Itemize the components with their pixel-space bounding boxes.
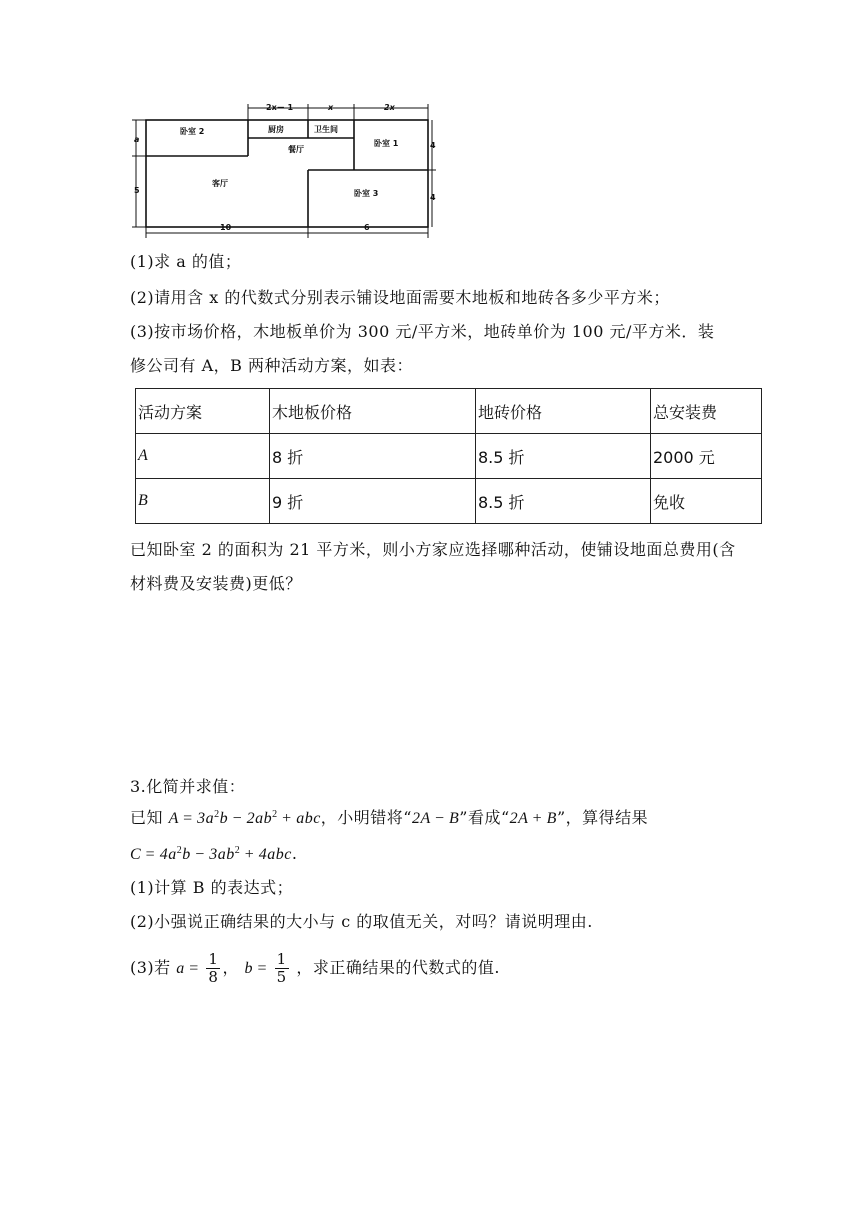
question-3-line1: (3)按市场价格，木地板单价为 300 元/平方米，地砖单价为 100 元/平方米．装 xyxy=(130,322,715,341)
dim-top-bath: x xyxy=(328,103,334,112)
dim-left-bottom: 5 xyxy=(134,186,140,195)
formula-c: $C = 4a^2b - 3ab^2 + 4abc$. xyxy=(130,844,298,863)
fraction-a-den: 8 xyxy=(208,968,219,986)
fraction-b-den: 5 xyxy=(276,968,287,986)
problem3-statement xyxy=(130,808,648,829)
table-header: 地砖价格 xyxy=(476,389,651,434)
part3-prefix: (3)若 xyxy=(130,958,171,977)
table-cell: A xyxy=(136,434,270,479)
room-bedroom2: 卧室 2 xyxy=(180,127,205,136)
table-row xyxy=(136,479,762,524)
fraction-a xyxy=(206,951,220,986)
problem3-mid-text: ，小明错将“ xyxy=(320,808,412,827)
dim-bottom-right: 6 xyxy=(364,223,370,232)
table-cell: B xyxy=(136,479,270,524)
problem3-mid-text2: ”看成“ xyxy=(459,808,510,827)
room-bathroom: 卫生间 xyxy=(314,125,338,134)
table-cell: 8.5 折 xyxy=(476,479,651,524)
room-bedroom3: 卧室 3 xyxy=(354,189,379,198)
dim-right-top: 4 xyxy=(430,141,436,150)
problem3-part1: (1)计算 B 的表达式； xyxy=(130,878,294,897)
table-cell: 8.5 折 xyxy=(476,434,651,479)
problem3-end-text: ”，算得结果 xyxy=(556,808,649,827)
table-cell: 9 折 xyxy=(270,479,476,524)
room-bedroom1: 卧室 1 xyxy=(374,139,399,148)
room-dining: 餐厅 xyxy=(288,145,304,154)
table-cell: 8 折 xyxy=(270,434,476,479)
fraction-b-num: 1 xyxy=(276,950,287,968)
part3-sep: ， xyxy=(222,958,239,977)
dim-bottom-left: 10 xyxy=(220,223,232,232)
fraction-b xyxy=(275,951,289,986)
formula-2a-plus-b: 2A + B xyxy=(509,810,557,827)
dim-top-kitchen: 2x－ 1 xyxy=(266,103,294,112)
table-header: 总安装费 xyxy=(651,389,762,434)
table-header-row xyxy=(136,389,762,434)
plan-table xyxy=(135,388,762,524)
table-cell: 免收 xyxy=(651,479,762,524)
problem3-part2: (2)小强说正确结果的大小与 c 的取值无关，对吗？请说明理由. xyxy=(130,912,593,931)
fraction-a-num: 1 xyxy=(208,950,219,968)
problem3-title: 3.化简并求值： xyxy=(130,777,246,796)
problem3-part3: (3)若 a = $\frac{1}{8}$ ， b = $\frac{1}{5}$ ，求正确结果的代数式的值. xyxy=(130,950,500,986)
floor-plan-diagram xyxy=(128,100,438,240)
problem3-intro: 已知 xyxy=(130,808,164,827)
after-table-line1: 已知卧室 2 的面积为 21 平方米，则小方家应选择哪种活动，使铺设地面总费用(含 xyxy=(130,540,736,559)
dim-top-bed1: 2x xyxy=(384,103,395,112)
question-2: (2)请用含 x 的代数式分别表示铺设地面需要木地板和地砖各多少平方米； xyxy=(130,288,670,307)
dim-right-bottom: 4 xyxy=(430,193,436,202)
question-3-line2: 修公司有 A，B 两种活动方案，如表： xyxy=(130,356,413,375)
table-header: 活动方案 xyxy=(136,389,270,434)
question-1: (1)求 a 的值； xyxy=(130,252,242,271)
dim-left-top: a xyxy=(134,135,140,144)
table-header: 木地板价格 xyxy=(270,389,476,434)
room-living: 客厅 xyxy=(212,179,228,188)
table-row xyxy=(136,434,762,479)
formula-2a-minus-b: 2A − B xyxy=(411,810,460,827)
room-kitchen: 厨房 xyxy=(268,125,284,134)
formula-a: $A = 3a^2b - 2ab^2$ + abc xyxy=(168,809,321,827)
part3-suffix: ，求正确结果的代数式的值. xyxy=(296,958,500,977)
table-cell: 2000 元 xyxy=(651,434,762,479)
after-table-line2: 材料费及安装费)更低？ xyxy=(130,574,302,593)
